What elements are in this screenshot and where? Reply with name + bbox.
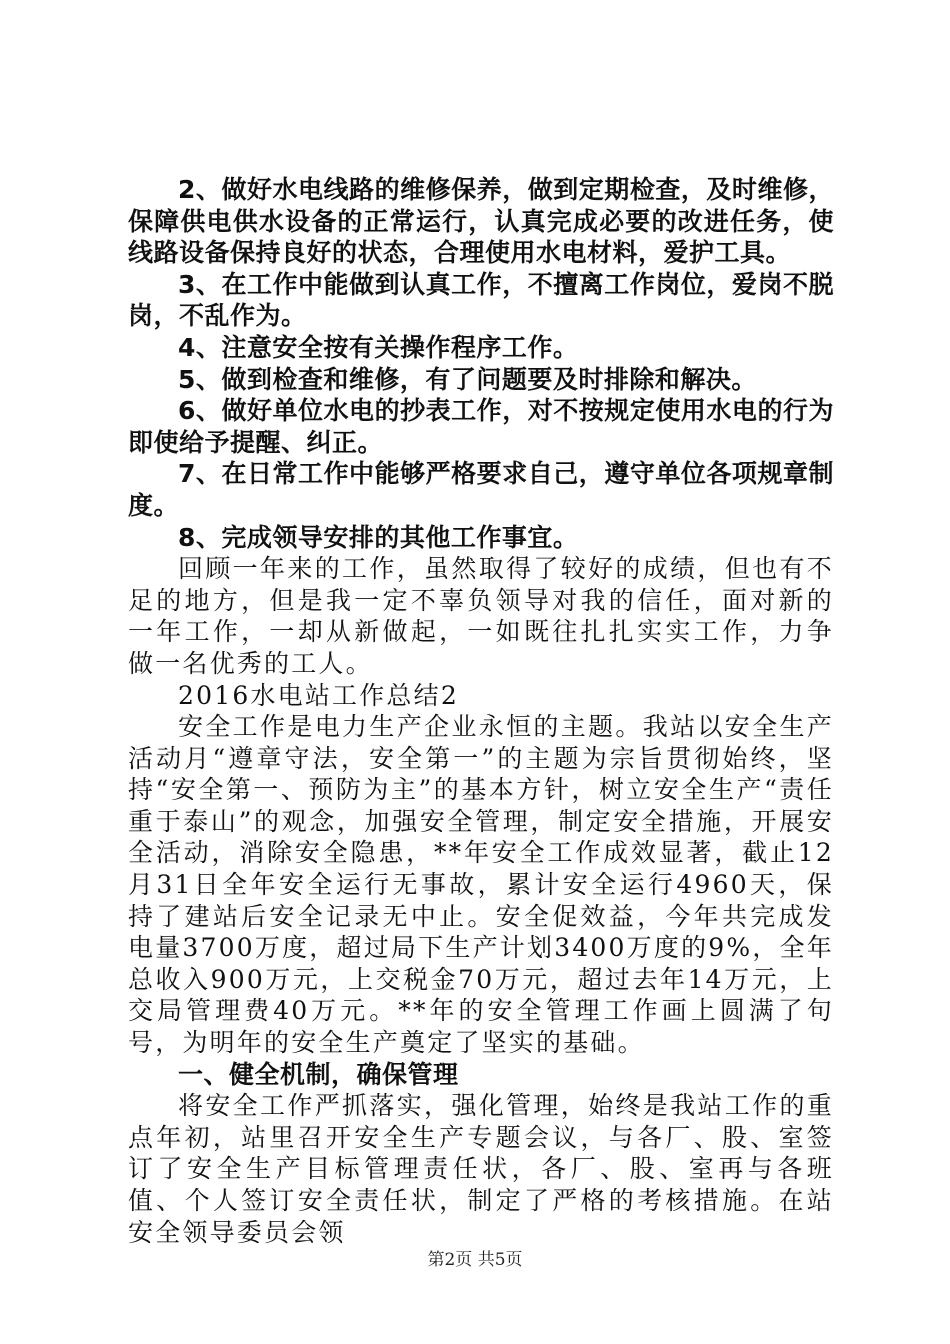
list-item: 6、做好单位水电的抄表工作，对不按规定使用水电的行为即使给予提醒、纠正。 bbox=[128, 396, 834, 457]
page-footer: 第2页 共5页 bbox=[427, 1250, 523, 1270]
section-title: 2016水电站工作总结2 bbox=[178, 680, 459, 710]
list-item: 4、注意安全按有关操作程序工作。 bbox=[178, 332, 579, 362]
list-item: 2、做好水电线路的维修保养，做到定期检查，及时维修，保障供电供水设备的正常运行，认真完成必要的改进任务，使线路设备保持良好的状态，合理使用水电材料，爱护工具。 bbox=[128, 175, 834, 268]
section-heading: 一、健全机制，确保管理 bbox=[178, 1059, 459, 1089]
list-item: 5、做到检查和维修，有了问题要及时排除和解决。 bbox=[178, 364, 757, 394]
list-item: 7、在日常工作中能够严格要求自己，遵守单位各项规章制度。 bbox=[128, 459, 834, 520]
summary-paragraph: 回顾一年来的工作，虽然取得了较好的成绩，但也有不足的地方，但是我一定不辜负领导对我的信任，面对新的一年工作，一却从新做起，一如既往扎扎实实工作，力争做一名优秀的工人。 bbox=[128, 554, 834, 678]
list-item: 8、完成领导安排的其他工作事宜。 bbox=[178, 522, 579, 552]
list-item: 3、在工作中能做到认真工作，不擅离工作岗位，爱岗不脱岗，不乱作为。 bbox=[128, 269, 834, 331]
document-body bbox=[128, 174, 834, 1248]
body-paragraph: 安全工作是电力生产企业永恒的主题。我站以安全生产活动月“遵章守法，安全第一”的主题为宗旨贯彻始终，坚持“安全第一、预防为主”的基本方针，树立安全生产“责任重于泰山”的观念，加强安全管理，制定安全措施，开展安全活动，消除安全隐患，**年安全工作成效显著，截止12月31日全年安全运行无事故，累计安全运行4960天，保持了建站后安全记录无中止。安全促效益，今年共完成发电量3700万度，超过局下生产计划3400万度的9%，全年总收入900万元，上交税金70万元，超过去年14万元，上交局管理费40万元。**年的安全管理工作画上圆满了句号，为明年的安全生产奠定了坚实的基础。 bbox=[128, 712, 834, 1058]
body-paragraph: 将安全工作严抓落实，强化管理，始终是我站工作的重点年初，站里召开安全生产专题会议，与各厂、股、室签订了安全生产目标管理责任状，各厂、股、室再与各班值、个人签订安全责任状，制定了严格的考核措施。在站安全领导委员会领 bbox=[128, 1091, 834, 1247]
